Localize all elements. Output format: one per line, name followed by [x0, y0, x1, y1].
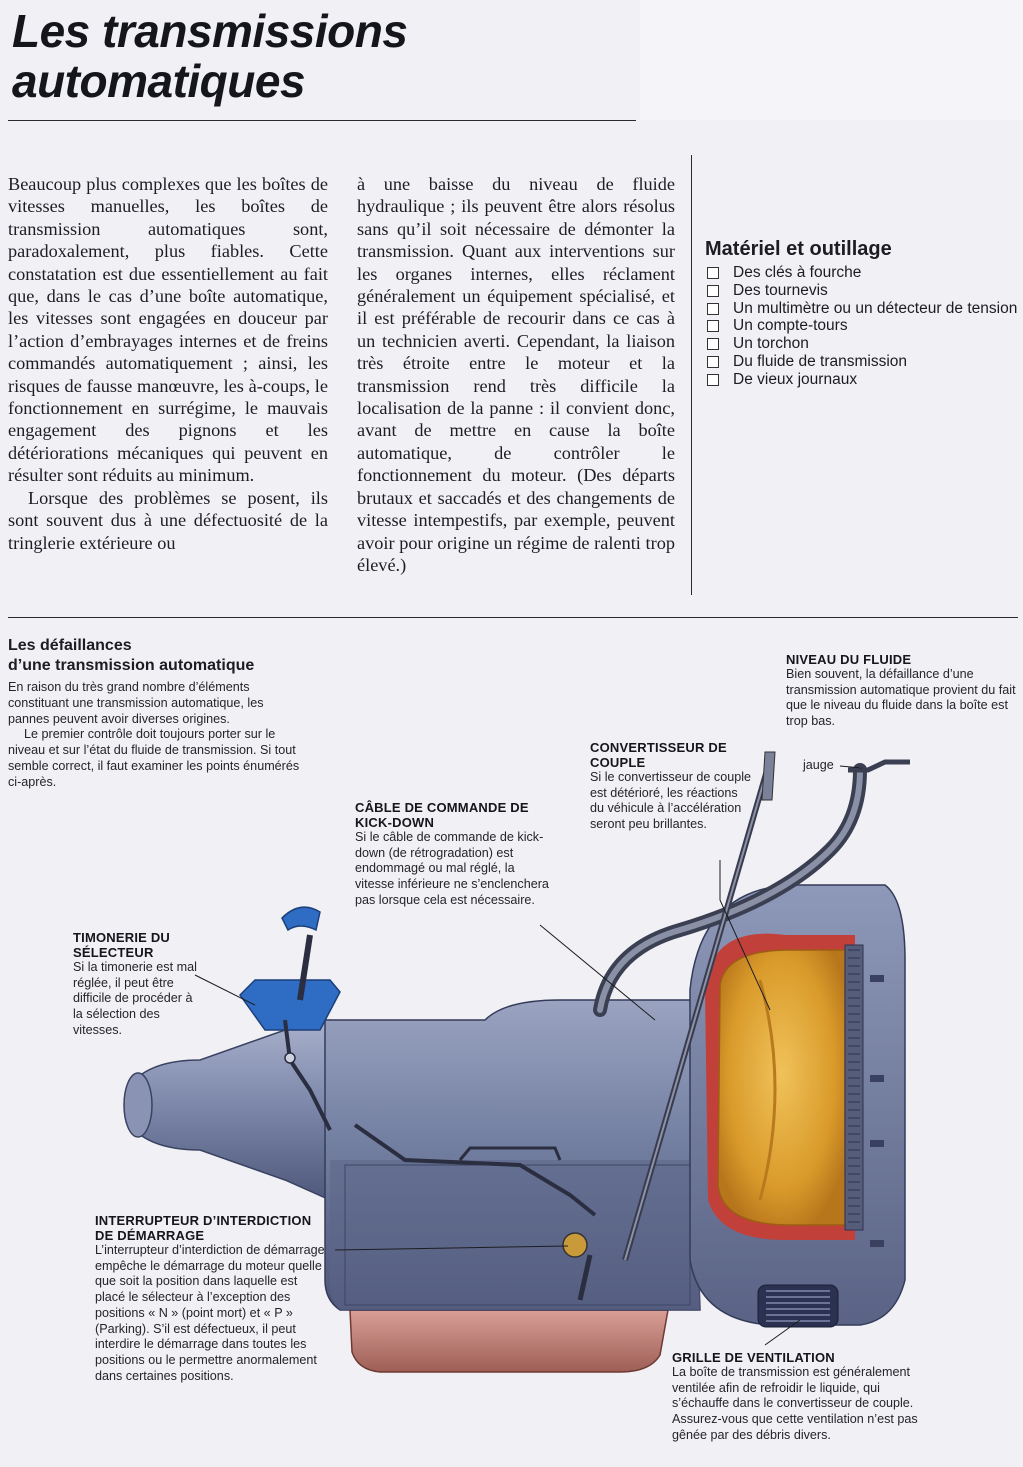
- callout-text: Bien souvent, la défaillance d’une transmission automatique provient du fait que le niveau du fluide dans la boîte est trop bas.: [786, 667, 1016, 729]
- ventilation-grill: [758, 1285, 838, 1327]
- callout-label: INTERRUPTEUR D’INTERDICTION DE DÉMARRAGE: [95, 1213, 312, 1243]
- callout-label: NIVEAU DU FLUIDE: [786, 652, 912, 667]
- callout-label: CÂBLE DE COMMANDE DE KICK-DOWN: [355, 800, 529, 830]
- intro-paragraph-3: à une baisse du niveau de fluide hydraulique ; ils peuvent être alors résolus sans qu’il soit nécessaire de démonter la transmission. Quant aux interventions sur les organes internes, elles réclament généralement un équipement spécialisé, et il est préférable de recourir dans ce cas à un technicien averti. Cependant, la liaison très étroite entre le moteur et la transmission rend très difficile la localisation de la panne : il convient donc, avant de mettre en cause la boîte automatique, de contrôler le fonctionnement du moteur. (Des départs brutaux et saccadés et des changements de vitesse intempestifs, par exemple, peuvent avoir pour origine un régime de ralenti trop élevé.): [357, 174, 675, 575]
- tail-housing: [130, 1020, 330, 1200]
- list-item: Un compte-tours: [705, 317, 1023, 335]
- callout-grille: [672, 1350, 934, 1444]
- list-item: Des clés à fourche: [705, 264, 1023, 282]
- callout-label: CONVERTISSEUR DE COUPLE: [590, 740, 727, 770]
- callout-label: GRILLE DE VENTILATION: [672, 1350, 835, 1365]
- materiel-title: Matériel et outillage: [705, 238, 892, 260]
- callout-interrupteur: [95, 1213, 327, 1384]
- intro-paragraph-2: Lorsque des problèmes se posent, ils sont souvent dus à une défectuosité de la tringlerie extérieure ou: [8, 487, 328, 553]
- list-item: Des tournevis: [705, 282, 1023, 300]
- callout-text: Si le câble de commande de kick-down (de rétrogradation) est endommagé ou mal réglé, la vitesse inférieure ne s’enclenchera pas lorsque cela est nécessaire.: [355, 830, 549, 907]
- callout-text: La boîte de transmission est généralement ventilée afin de refroidir le liquide, qui s’échauffe dans le convertisseur de couple. Assurez-vous que cette ventilation n’est pas gênée par des débris divers.: [672, 1365, 918, 1442]
- neutral-switch: [563, 1233, 587, 1257]
- jauge-label: jauge: [803, 758, 834, 772]
- callout-text: Si la timonerie est mal réglée, il peut être difficile de procéder à la sélection des vitesses.: [73, 960, 197, 1037]
- callout-timonerie: [73, 930, 203, 1039]
- callout-cable: [355, 800, 555, 909]
- callout-jauge: [803, 758, 834, 774]
- section-title: Les défaillances d’une transmission automatique: [8, 637, 255, 674]
- list-item: Du fluide de transmission: [705, 353, 1023, 371]
- callout-label: TIMONERIE DU SÉLECTEUR: [73, 930, 171, 960]
- callout-text: Si le convertisseur de couple est détérioré, les réactions du véhicule à l’accélération seront peu brillantes.: [590, 770, 752, 832]
- section-paragraph-2: Le premier contrôle doit toujours porter sur le niveau et sur l’état du fluide de transmission. Si tout semble correct, il faut examiner les points énumérés ci-après.: [8, 727, 300, 789]
- ring-gear: [845, 945, 863, 1230]
- list-item: Un torchon: [705, 335, 1023, 353]
- section-paragraph-1: En raison du très grand nombre d’éléments constituant une transmission automatique, les pannes peuvent avoir diverses origines.: [8, 680, 264, 726]
- list-item: De vieux journaux: [705, 371, 1023, 389]
- callout-convertisseur: [590, 740, 755, 833]
- list-item: Un multimètre ou un détecteur de tension: [705, 300, 1023, 318]
- torque-converter: [718, 950, 845, 1225]
- output-shaft-end: [124, 1073, 152, 1137]
- intro-paragraph-1: Beaucoup plus complexes que les boîtes de vitesses manuelles, les boîtes de transmission automatiques sont, paradoxalement, plus fiables. Cette constatation est due essentiellement au fait que, dans le cas d’une boîte automatique, les vitesses sont engagées en douceur par l’action d’embrayages internes et de freins commandés automatiquement ; ainsi, les risques de fausse manœuvre, les à-coups, le fonctionnement en surrégime, le mauvais engagement des pignons et les détériorations mécaniques qui peuvent en résulter sont réduits au minimum.: [8, 174, 328, 486]
- oil-pan: [350, 1310, 668, 1372]
- page-title: Les transmissions automatiques: [12, 5, 408, 107]
- callout-niveau: [786, 652, 1018, 730]
- callout-text: L’interrupteur d’interdiction de démarrage empêche le démarrage du moteur quelle que soit la position dans laquelle est placé le sélecteur à l’exception des positions « N » (point mort) et « P » (Parking). S’il est défectueux, il peut interdire le démarrage dans toutes les positions ou le permettre anormalement dans certaines positions.: [95, 1243, 325, 1383]
